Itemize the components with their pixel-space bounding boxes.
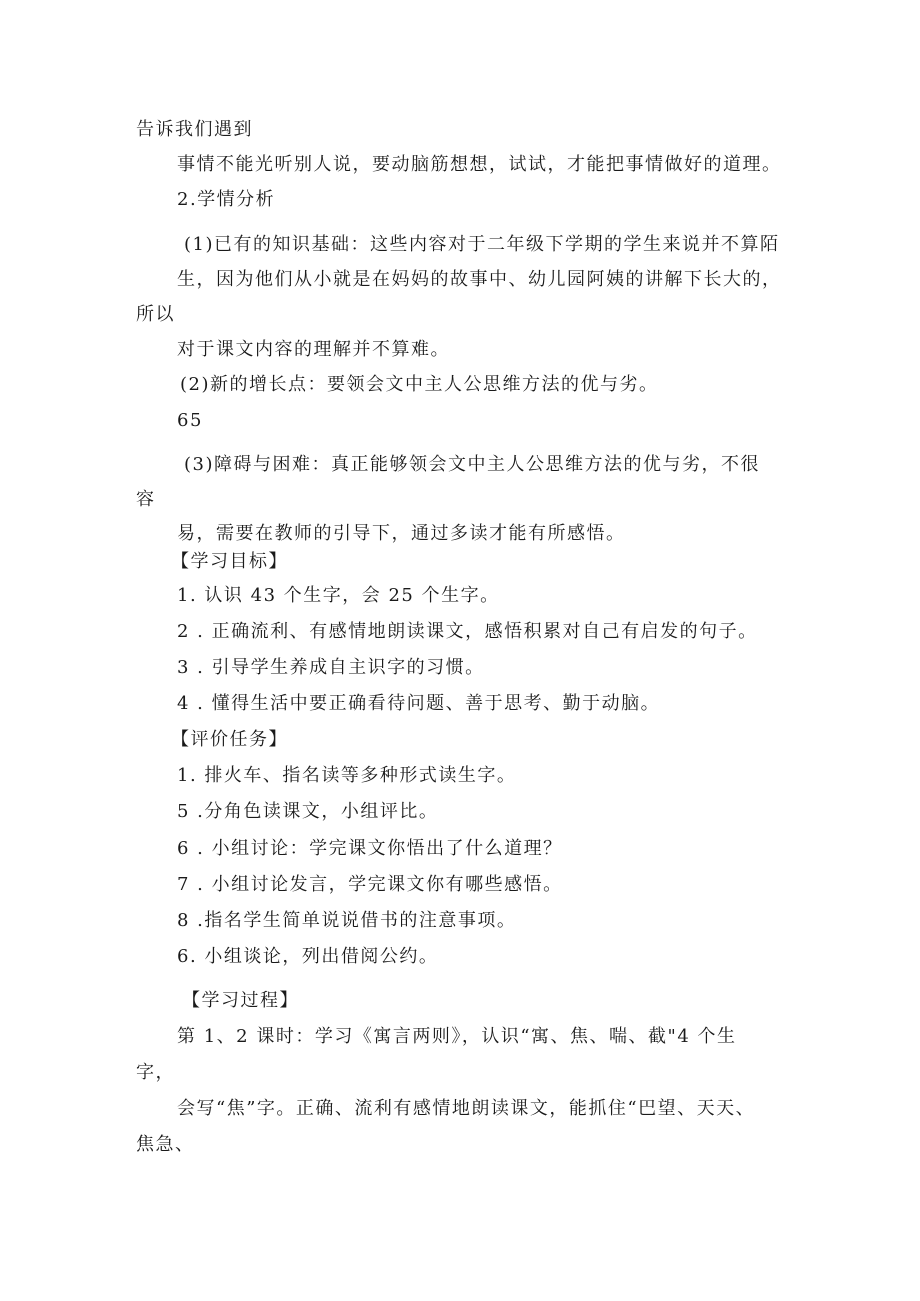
text-line: (3)障碍与困难：真正能够领会文中主人公思维方法的优与劣，不很 bbox=[184, 454, 760, 475]
text-line: 事情不能光听别人说，要动脑筋想想，试试，才能把事情做好的道理。 bbox=[177, 154, 782, 175]
text-line: 会写“焦”字。正确、流利有感情地朗读课文，能抓住“巴望、天天、 bbox=[177, 1098, 756, 1119]
text-line: 第 1、2 课时：学习《寓言两则》，认识“寓、焦、喘、截"4 个生 bbox=[177, 1026, 737, 1047]
section-heading: 2.学情分析 bbox=[177, 189, 276, 210]
list-item: 7 . 小组讨论发言，学完课文你有哪些感悟。 bbox=[177, 874, 563, 895]
list-item: 2 . 正确流利、有感情地朗读课文，感悟积累对自己有启发的句子。 bbox=[177, 621, 758, 642]
text-line: 字， bbox=[136, 1062, 175, 1083]
list-item: 5 .分角色读课文，小组评比。 bbox=[177, 801, 439, 822]
text-line: (2)新的增长点：要领会文中主人公思维方法的优与劣。 bbox=[180, 374, 659, 395]
text-line: 容 bbox=[136, 489, 156, 510]
list-item: 1. 排火车、指名读等多种形式读生字。 bbox=[177, 765, 517, 786]
section-heading: 【评价任务】 bbox=[171, 729, 288, 750]
text-line: 告诉我们遇到 bbox=[136, 119, 253, 140]
list-item: 4 . 懂得生活中要正确看待问题、善于思考、勤于动脑。 bbox=[177, 693, 661, 714]
list-item: 6. 小组谈论，列出借阅公约。 bbox=[177, 946, 439, 967]
list-item: 1. 认识 43 个生字，会 25 个生字。 bbox=[177, 585, 500, 606]
page-number: 65 bbox=[177, 410, 203, 431]
section-heading: 【学习过程】 bbox=[182, 990, 299, 1011]
text-line: 焦急、 bbox=[136, 1134, 195, 1155]
text-line: 易，需要在教师的引导下，通过多读才能有所感悟。 bbox=[177, 523, 626, 544]
list-item: 8 .指名学生简单说说借书的注意事项。 bbox=[177, 910, 517, 931]
text-line: 生，因为他们从小就是在妈妈的故事中、幼儿园阿姨的讲解下长大的， bbox=[177, 269, 782, 290]
section-heading: 【学习目标】 bbox=[171, 551, 288, 572]
list-item: 6 . 小组讨论：学完课文你悟出了什么道理？ bbox=[177, 838, 563, 859]
list-item: 3 . 引导学生养成自主识字的习惯。 bbox=[177, 657, 485, 678]
text-line: 所以 bbox=[136, 304, 175, 325]
text-line: (1)已有的知识基础：这些内容对于二年级下学期的学生来说并不算陌 bbox=[184, 234, 780, 255]
text-line: 对于课文内容的理解并不算难。 bbox=[177, 339, 450, 360]
